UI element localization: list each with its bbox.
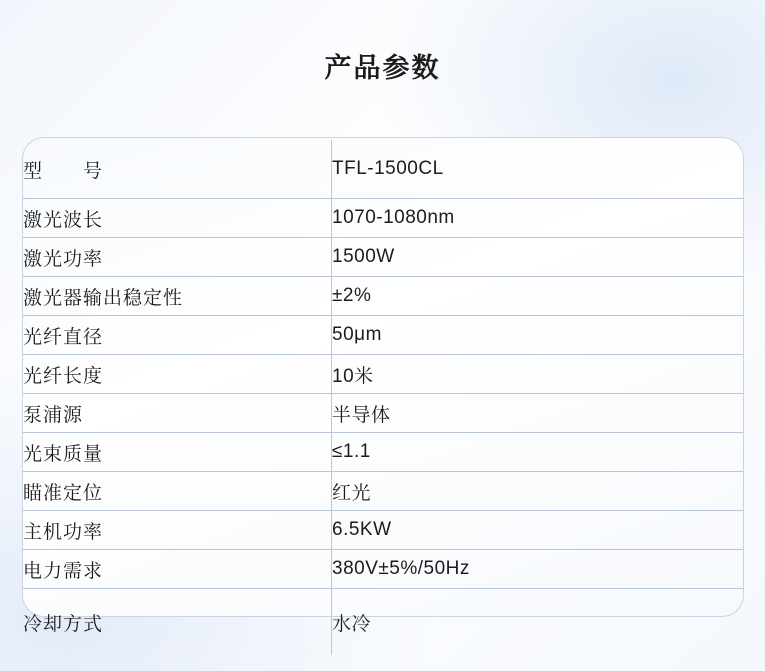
spec-value: 6.5KW [332,511,744,550]
table-row [23,589,743,656]
table-row [23,199,743,238]
spec-value: 10米 [332,355,744,394]
table-row [23,394,743,433]
spec-label: 激光波长 [23,199,332,238]
spec-value: 380V±5%/50Hz [332,550,744,589]
spec-label: 冷却方式 [23,589,332,656]
table-row [23,472,743,511]
spec-value: ≤1.1 [332,433,744,472]
table-row [23,277,743,316]
spec-value: 红光 [332,472,744,511]
spec-label: 瞄准定位 [23,472,332,511]
spec-label: 泵浦源 [23,394,332,433]
spec-label: 光束质量 [23,433,332,472]
table-row [23,355,743,394]
spec-value: ±2% [332,277,744,316]
table-row [23,433,743,472]
spec-label: 光纤长度 [23,355,332,394]
spec-label: 主机功率 [23,511,332,550]
spec-table-card [22,137,744,635]
spec-label: 激光器输出稳定性 [23,277,332,316]
spec-value: 半导体 [332,394,744,433]
spec-value: 1070-1080nm [332,199,744,238]
spec-value: 1500W [332,238,744,277]
spec-value: TFL-1500CL [332,140,744,199]
spec-label: 光纤直径 [23,316,332,355]
table-row [23,140,743,199]
table-row [23,238,743,277]
spec-label: 电力需求 [23,550,332,589]
table-row [23,511,743,550]
page-title: 产品参数 [324,53,441,83]
table-row [23,316,743,355]
spec-value: 水冷 [332,613,372,635]
spec-table [23,140,743,655]
spec-label: 激光功率 [23,238,332,277]
table-row [23,550,743,589]
spec-value: 50μm [332,316,744,355]
spec-label: 型 号 [23,140,332,199]
